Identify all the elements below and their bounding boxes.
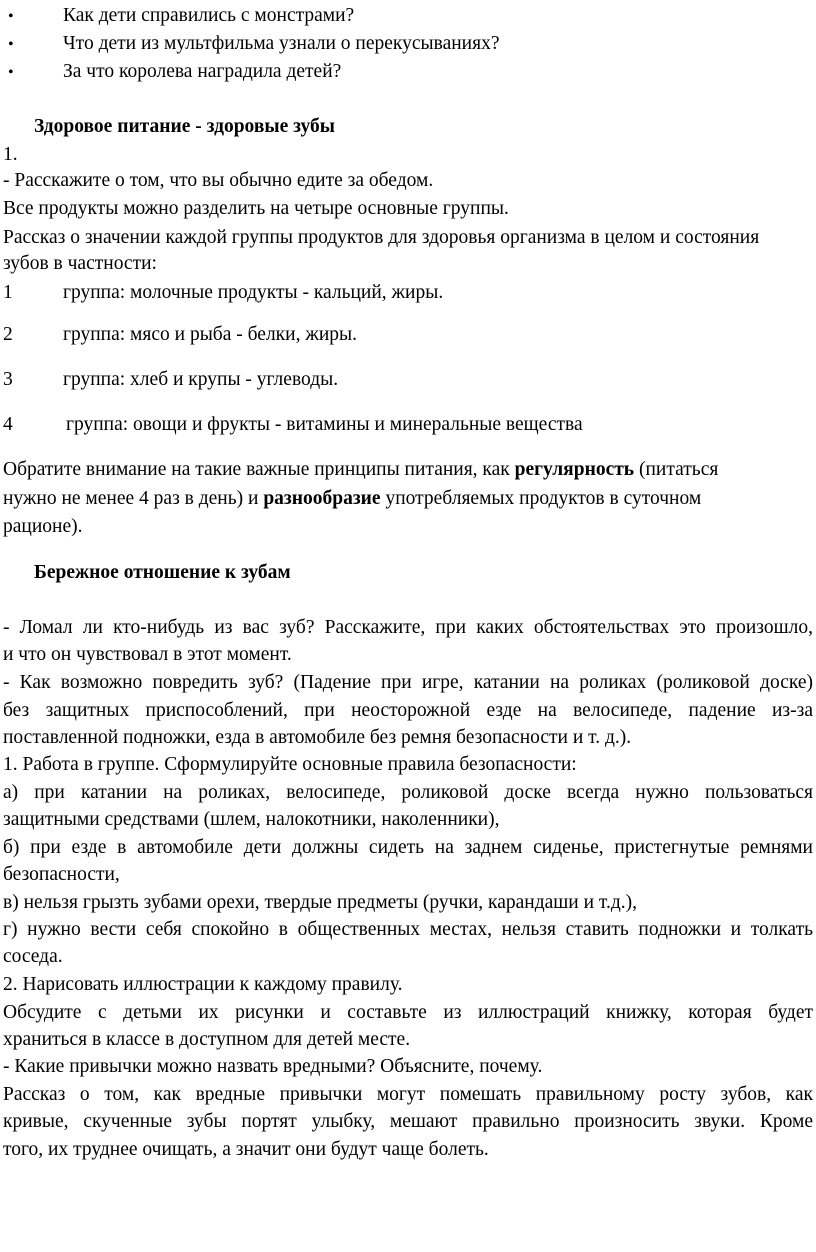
bullet-dot: • xyxy=(8,36,14,53)
body-line: б) при езде в автомобиле дети должны сидеть на заднем сиденье, пристегнутые ремнями xyxy=(3,837,813,858)
group-number: 2 xyxy=(3,324,13,345)
text-run: нужно не менее 4 раз в день) и xyxy=(3,488,264,509)
body-line: - Ломал ли кто-нибудь из вас зуб? Расскажите, при каких обстоятельствах это произошло, xyxy=(3,617,813,638)
text-run: Обратите внимание на такие важные принципы питания, как xyxy=(3,459,515,480)
emphasis-regularity: регулярность xyxy=(514,459,635,480)
body-line: поставленной подножки, езда в автомобиле без ремня безопасности и т. д.). xyxy=(3,727,632,748)
bullet-item: Как дети справились с монстрами? xyxy=(63,5,355,26)
body-line: защитными средствами (шлем, налокотники, наколенники), xyxy=(3,809,500,830)
list-number: 1. xyxy=(3,144,18,165)
paragraph-line: Все продукты можно разделить на четыре основные группы. xyxy=(3,198,509,219)
body-line: безопасности, xyxy=(3,864,120,885)
attention-paragraph-line: рационе). xyxy=(3,516,83,537)
group-text: группа: молочные продукты - кальций, жиры. xyxy=(63,282,444,303)
body-line: Рассказ о том, как вредные привычки могут помешать правильному росту зубов, как xyxy=(3,1084,813,1105)
section-heading: Бережное отношение к зубам xyxy=(34,562,291,583)
body-line: г) нужно вести себя спокойно в общественных местах, нельзя ставить подножки и толкать xyxy=(3,919,813,940)
body-line: 2. Нарисовать иллюстрации к каждому правилу. xyxy=(3,974,403,995)
body-line: Обсудите с детьми их рисунки и составьте из иллюстраций книжку, которая будет xyxy=(3,1002,813,1023)
group-text: группа: мясо и рыба - белки, жиры. xyxy=(63,324,357,345)
attention-paragraph-line xyxy=(3,489,701,509)
text-run: употребляемых продуктов в суточном xyxy=(380,488,702,509)
body-line: 1. Работа в группе. Сформулируйте основные правила безопасности: xyxy=(3,754,577,775)
attention-paragraph-line xyxy=(3,460,718,480)
group-text: группа: овощи и фрукты - витамины и минеральные вещества xyxy=(66,414,583,435)
paragraph-line: Рассказ о значении каждой группы продуктов для здоровья организма в целом и состояния xyxy=(3,227,760,248)
question-line: - Расскажите о том, что вы обычно едите за обедом. xyxy=(3,170,434,191)
section-heading: Здоровое питание - здоровые зубы xyxy=(34,116,336,137)
body-line: без защитных приспособлений, при неосторожной езде на велосипеде, падение из-за xyxy=(3,700,813,721)
body-line: соседа. xyxy=(3,946,63,967)
bullet-item: Что дети из мультфильма узнали о перекусываниях? xyxy=(63,33,500,54)
body-line: кривые, скученные зубы портят улыбку, мешают правильно произносить звуки. Кроме xyxy=(3,1111,813,1132)
group-number: 4 xyxy=(3,414,13,435)
bullet-dot: • xyxy=(8,64,14,81)
group-number: 1 xyxy=(3,282,13,303)
body-line: и что он чувствовал в этот момент. xyxy=(3,644,292,665)
body-line: храниться в классе в доступном для детей месте. xyxy=(3,1029,411,1050)
text-run: (питаться xyxy=(634,459,719,480)
body-line: - Как возможно повредить зуб? (Падение при игре, катании на роликах (роликовой доске) xyxy=(3,672,813,693)
group-number: 3 xyxy=(3,369,13,390)
paragraph-line: зубов в частности: xyxy=(3,253,157,274)
body-line: в) нельзя грызть зубами орехи, твердые предметы (ручки, карандаши и т.д.), xyxy=(3,892,638,913)
emphasis-variety: разнообразие xyxy=(263,488,381,509)
group-text: группа: хлеб и крупы - углеводы. xyxy=(63,369,339,390)
body-line: того, их труднее очищать, а значит они будут чаще болеть. xyxy=(3,1139,489,1160)
bullet-dot: • xyxy=(8,8,14,25)
body-line: а) при катании на роликах, велосипеде, роликовой доске всегда нужно пользоваться xyxy=(3,782,813,803)
bullet-item: За что королева наградила детей? xyxy=(63,61,342,82)
body-line: - Какие привычки можно назвать вредными? Объясните, почему. xyxy=(3,1056,543,1077)
